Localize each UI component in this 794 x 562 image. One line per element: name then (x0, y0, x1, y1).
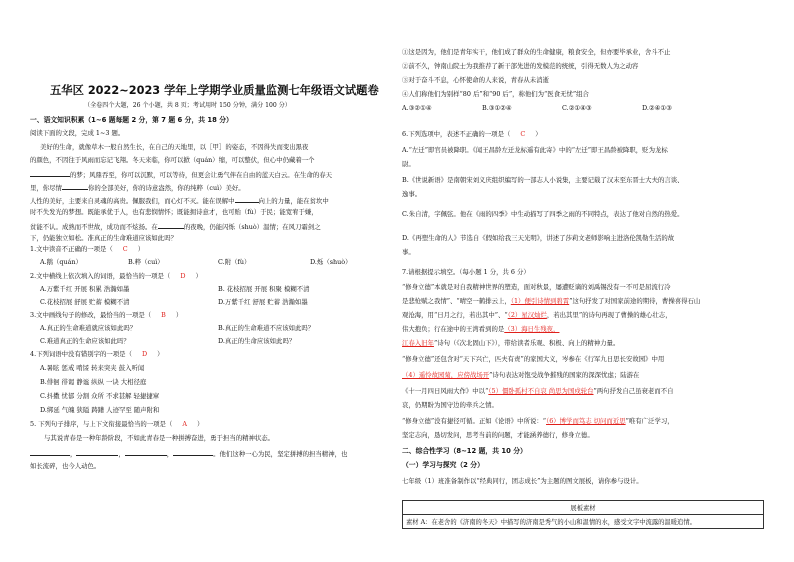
answer-mark: A (182, 420, 187, 428)
sentence-item: ③对于奋斗不息，心怀使命的人来说，青春从未消逝 (402, 76, 549, 84)
option: 事。 (402, 248, 415, 256)
answer-text: （1）便引诗情到碧霄 (510, 297, 570, 305)
q5-context: ， ， ， 。他们这种一心为民，坚定拼搏的担当精神，也 (30, 448, 347, 459)
question-7: 7.请根据提示填空。（每小题 1 分，共 6 分） (402, 268, 530, 276)
option: 逸事。 (402, 190, 422, 198)
option: B.《世说新语》是南朝宋刘义庆组织编写的一部志人小说集，主要记载了汉末至东晋士大夫的言谈、 (402, 176, 684, 184)
answer-mark: D (180, 272, 186, 280)
q7-line: 哀，仍期盼为国守边的牵兵之情。 (402, 401, 498, 409)
fill-blank[interactable] (173, 448, 213, 456)
option: B.俳徊 徘谒 静谧 纵纵 一诀 大相径庭 (40, 378, 147, 386)
passage-line: 的梦；风鼎吞至，你可以沉默，可以等待，但更会让勇气伴在自由的蓝天白云。在生命的春天 (30, 169, 332, 180)
sentence-item: ④人们称他们为别样“80 后”和“90 后”，称他们为“医食无忧”组合 (402, 90, 589, 98)
option: D.万紫千红 舒展 贮蓄 浩瀚如墨 (218, 298, 308, 306)
passage-line: 下，仍能独立如松。准真正的生命难道应该如此吗？ (30, 234, 177, 242)
fill-blank[interactable] (158, 221, 184, 229)
passage-line: 人性的美好，主要来自灵魂的高贵。佩服我们，而心灯不灭。能在误解中 向上的力量，能在贫坎中 (30, 197, 329, 205)
answer-text: （6）博学而笃志 切问而近思 (546, 417, 626, 425)
q7-line: 坚定志向，恳切发问，思考当前的问题，才能涵养德行，修身立德。 (402, 431, 594, 439)
q7-line: （4）遥怜故园菊，应傍战场开”诗句表达对饱受战争摧残的国家的深深忧虑；陆游在 (402, 371, 640, 379)
question-2: 2.文中横线上依次填入的词语，最恰当的一项是（ D ） (30, 272, 202, 280)
option: C.花枝招展 舒展 贮蓄 模糊不清 (40, 298, 130, 306)
answer-mark: B (161, 311, 166, 319)
fill-blank[interactable] (30, 169, 70, 177)
left-column (30, 0, 400, 562)
activity-prompt: 七年级（1）班准备制作以“经典同行，团志成长”为主题的图文展板，请你参与设计。 (402, 477, 643, 485)
option: B.③①②④ (482, 104, 512, 112)
question-4: 4.下列词语中没有错别字的一项是（ D ） (30, 350, 164, 358)
question-6: 6.下列选项中，表述不正确的一项是（ C ） (402, 130, 542, 138)
subsection-heading: （一）学习与探究（2 分） (402, 461, 484, 469)
right-column (402, 0, 772, 562)
option: D.《再塑生命的人》节选自《假如给我三天光明》，讲述了莎莉文老师影响主进洛伦凯勒生活的故 (402, 234, 675, 242)
exam-subtitle: （全卷四个大题，26 个小题，共 8 页；考试用时 150 分钟，满分 100 分） (84, 102, 291, 109)
passage-line: 里，你尽情 你的全部美好，你的诗意盎然，你的纯粹（cuì）美好。 (30, 184, 245, 192)
q7-line: “修身立德”还包含对“天下兴亡，匹夫有责”的家国大义，岑参在《行军九日思长安故园》中用 (402, 355, 665, 363)
answer-text: （3）海日生残夜， (504, 325, 560, 333)
section-2-heading: 二、综合性学习（8~12 题，共 10 分） (402, 447, 527, 455)
passage-line: 美好的生命，就像草木一般自然生长，在自己的天地里，以［甲］的姿态，不因得失而变出黑夜 (40, 143, 309, 151)
q7-line: “修身立德”没有捷径可循。正如《论语》中所说：“（6）博学而笃志 切问而近思”唯有广泛学习， (402, 417, 674, 425)
fill-blank[interactable] (30, 448, 70, 456)
option: C.②①④③ (562, 104, 592, 112)
reading-instruction: 阅读下面的文段，完成 1~3 题。 (30, 129, 125, 137)
fill-blank[interactable] (235, 195, 259, 203)
fill-blank[interactable] (76, 448, 118, 456)
option: C.朱自清，字佩弦。他在《雨的四季》中生动描写了四季之雨的不同特点，表达了他对自然的热爱。 (402, 210, 684, 218)
option: B.真正的生命难道不应该如此吗？ (218, 324, 315, 332)
fill-blank[interactable] (125, 448, 167, 456)
q7-line: 《十一月四日风雨大作》中以“（5）僵卧孤村不自哀 尚思为国戍轮台”两句抒发自己虽衰老而不自 (402, 387, 674, 395)
option: C.附（fù） (218, 258, 251, 266)
option: A.暑眩 惩戒 啃馁 转来突夹 鼓入听闻 (40, 364, 145, 372)
table-header: 展板素材 (403, 501, 764, 515)
passage-line: 的颜色，不因往于风雨而忘记飞翔。冬天来临，你可以掀（quán）缩，可以整伏，但心中仍藏着一个 (30, 156, 315, 164)
section-1-heading: 一、语文知识积累（1~6 题每题 2 分，第 7 题 6 分，共 18 分） (30, 116, 233, 124)
answer-text: （4）遥怜故园菊，应傍战场开 (402, 371, 490, 379)
option: A.“左迁”即官员被降职。《闻王昌龄左迁龙标遥有此寄》中的“左迁”即王昌龄被降职，贬为龙标 (402, 146, 668, 154)
option: A.鹅（quán） (40, 258, 82, 266)
option: B.粹（cuì） (128, 258, 164, 266)
answer-mark: C (122, 245, 128, 253)
answer-text: （2）星汉灿烂 (507, 311, 547, 319)
sentence-item: ②前不久，钟南山院士为我推荐了新干部先进的发模范的统统，引得无数人为之动容 (402, 62, 639, 70)
question-3: 3.文中画线句子的修改，最恰当的一项是（ B ） (30, 311, 183, 319)
question-5: 5. 下列句子排序，与上下文衔接最恰当的一项是（ A ） (30, 420, 204, 428)
q5-context: 如长流碎，也今人动色。 (30, 462, 101, 470)
option: D.真正的生命应该如此吗？ (218, 337, 296, 345)
answer-text: 江春入旧年 (402, 339, 434, 347)
q7-line: 观沧海，用“日月之行，若出其中”、“（2）星汉灿烂，若出其里”的诗句再现了曹操的雄心壮志， (402, 311, 672, 319)
option: D.②④①③ (642, 104, 672, 112)
q7-line: “修身立德”本就是对自我精神世界的塑造，面对秋景，屡遭贬谪的刘禹锡没有一不可是屈流行冷 (402, 283, 671, 291)
question-1: 1.文中读音不正确的一项是（ C ） (30, 245, 145, 253)
answer-text: （5）僵卧孤村不自哀 尚思为国戍轮台 (488, 387, 594, 395)
q7-line: 是悲怆赋之我情”、“晴空一鹤排云上，（1）便引诗情到碧霄”这句抒发了对国家前途的期待，曹操喜得石山 (402, 297, 701, 305)
option: A.万紫千红 开展 积累 浩瀚如墨 (40, 285, 130, 293)
exam-title: 五华区 2022~2023 学年上学期学业质量监测七年级语文试题卷 (50, 84, 379, 97)
option: C.难道真正的生命应该如此吗？ (40, 337, 130, 345)
sentence-item: ①这是因为，他们是青年实干，他们成了群众的生命健康，粮食安全，但亦要毕承业，舍斗不止 (402, 48, 671, 56)
option: A.③②①④ (402, 104, 432, 112)
option: C.抖擞 忧郁 分割 众所 不求甚解 轻捷捷窜 (40, 392, 160, 400)
option: D.绑延 气魄 狭隘 踌躇 人迹罕至 随声附和 (40, 406, 160, 414)
q7-line: 伟大抱负；行在途中的王湾看到的是（3）海日生残夜， (402, 325, 560, 333)
q5-context: 与其说青春是一种年龄阶段，不如此青春是一种拼搏奋进，勇于担当的精神状态。 (44, 434, 275, 442)
answer-mark: D (141, 350, 148, 358)
answer-mark: C (520, 130, 526, 138)
passage-line: 贫能不认。成熟而不世故，成功而不炫扬。在 的夜晚，仍能闪烁（shuò）温情；在风刀霜剑之 (30, 223, 321, 231)
option: D.烁（shuò） (310, 258, 352, 266)
passage-line: 时不失发光的梦想。既能承优于人，也有悲悯情怀；既能拥诗意才，也可贻（fù）于民；能宽宥于嫌， (30, 208, 318, 216)
option: 尉。 (402, 160, 415, 168)
fill-blank[interactable] (62, 182, 88, 190)
table-row: 素材 A：在老舍的《济南的冬天》中描写的济南是秀气的小山和温情的水，感受文字中流露的温暖追情。 (403, 515, 764, 529)
material-table (402, 500, 764, 529)
option: B. 花枝招展 开展 积聚 模糊不清 (218, 285, 310, 293)
q7-line: 江春入旧年”诗句（《次北固山下》），带给读者乐观、积极、向上的精神力量。 (402, 339, 620, 347)
option: A.真正的生命难道就应该如此吗？ (40, 324, 137, 332)
